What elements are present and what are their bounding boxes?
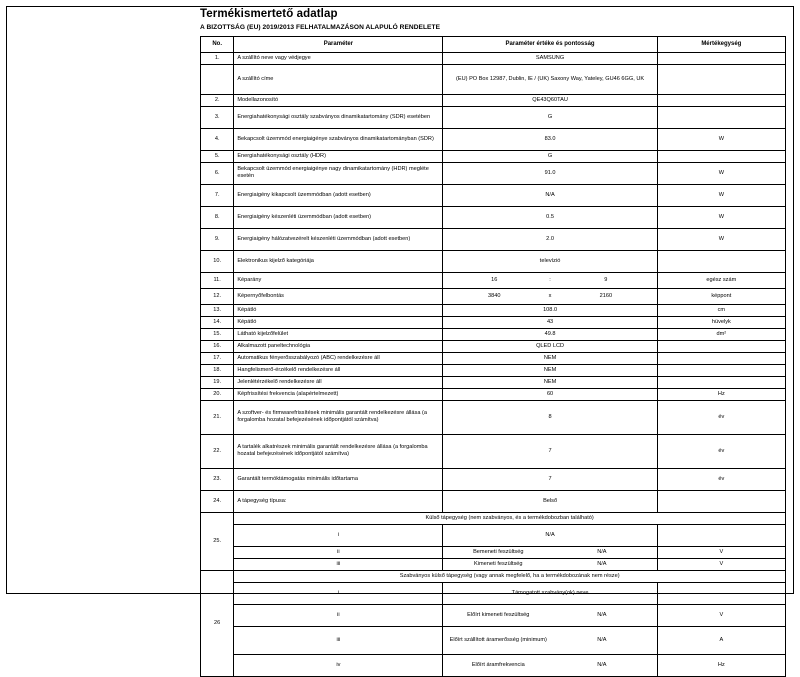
table-row <box>201 128 786 150</box>
table-row <box>201 434 786 468</box>
row-value-group <box>443 558 657 570</box>
group-25-header-row <box>201 512 786 524</box>
row-param: Látható kijelzőfelület <box>234 328 443 340</box>
row-param: Bemeneti feszültség <box>473 548 524 555</box>
row-param: Képátló <box>234 304 443 316</box>
table-row <box>201 162 786 184</box>
row-param: Energiahatékonysági osztály (HDR) <box>234 150 443 162</box>
row-no: 18. <box>201 364 234 376</box>
row-unit: W <box>657 228 785 250</box>
row-no: 15. <box>201 328 234 340</box>
row-no: 4. <box>201 128 234 150</box>
table-row <box>201 524 786 546</box>
row-param: Modellazonosító <box>234 94 443 106</box>
table-row <box>201 206 786 228</box>
table-row <box>201 558 786 570</box>
row-value-group <box>443 626 657 654</box>
row-no: 1. <box>201 53 234 65</box>
header-unit: Mértékegység <box>657 37 785 53</box>
table-row <box>201 340 786 352</box>
row-unit: év <box>657 468 785 490</box>
row-unit: Hz <box>657 654 785 676</box>
row-param: Energiaigény hálózatvezérelt készenléti üzemmódban (adott esetben) <box>234 228 443 250</box>
row-unit: Hz <box>657 388 785 400</box>
row-param: Energiaigény készenléti üzemmódban (adott esetben) <box>234 206 443 228</box>
row-param: Képfrissítési frekvencia (alapértelmezett) <box>234 388 443 400</box>
table-row <box>201 228 786 250</box>
row-param: Hangfelismerő-érzékelő rendelkezésre áll <box>234 364 443 376</box>
row-unit <box>657 524 785 546</box>
row-no: 3. <box>201 106 234 128</box>
row-value: N/A <box>597 611 607 618</box>
row-value-group <box>443 546 657 558</box>
row-value: G <box>443 106 657 128</box>
table-row <box>201 328 786 340</box>
row-value: N/A <box>597 548 607 555</box>
row-no: 20. <box>201 388 234 400</box>
sub-index: ii <box>234 604 443 626</box>
row-unit <box>657 352 785 364</box>
row-no: 5. <box>201 150 234 162</box>
table-row <box>201 582 786 604</box>
sub-index: i <box>234 524 443 546</box>
row-no: 17. <box>201 352 234 364</box>
row-unit <box>657 340 785 352</box>
row-unit: W <box>657 162 785 184</box>
row-value: NEM <box>443 364 657 376</box>
row-value: 60 <box>443 388 657 400</box>
row-value: 8 <box>443 400 657 434</box>
row-value: 83.0 <box>443 128 657 150</box>
row-no: 16. <box>201 340 234 352</box>
row-value: QLED LCD <box>443 340 657 352</box>
table-row <box>201 316 786 328</box>
row-no: 19. <box>201 376 234 388</box>
row-no: 6. <box>201 162 234 184</box>
row-value: SAMSUNG <box>443 53 657 65</box>
row-unit <box>657 94 785 106</box>
row-unit: egész szám <box>657 272 785 288</box>
table-row <box>201 94 786 106</box>
aspect-width: 16 <box>491 276 498 283</box>
table-row <box>201 376 786 388</box>
sub-index: iii <box>234 558 443 570</box>
row-value-group <box>443 604 657 626</box>
row-unit <box>657 64 785 94</box>
row-value: QE43Q60TAU <box>443 94 657 106</box>
row-value: G <box>443 150 657 162</box>
row-value <box>443 272 657 288</box>
row-no <box>201 64 234 94</box>
resolution-width: 3840 <box>488 292 501 299</box>
row-value: 49.8 <box>443 328 657 340</box>
row-param: A tápegység típusa: <box>234 490 443 512</box>
table-row <box>201 64 786 94</box>
row-value: 2.0 <box>443 228 657 250</box>
row-param: Kimeneti feszültség <box>474 560 523 567</box>
aspect-height: 9 <box>604 276 608 283</box>
row-param: Előírt áramfrekvencia <box>471 661 525 668</box>
row-param: Támogatott szabvány(ok) neve <box>443 582 657 604</box>
row-param: Előírt szállított áramerősség (minimum) <box>449 636 547 643</box>
row-value-group <box>443 654 657 676</box>
row-unit: W <box>657 206 785 228</box>
row-param: Bekapcsolt üzemmód energiaigénye nagy dinamikatartomány (HDR) megléte esetén <box>234 162 443 184</box>
row-unit: W <box>657 128 785 150</box>
row-unit: dm² <box>657 328 785 340</box>
row-no: 7. <box>201 184 234 206</box>
row-no: 24. <box>201 490 234 512</box>
row-unit: év <box>657 434 785 468</box>
row-no: 14. <box>201 316 234 328</box>
row-param: A tartalék alkatrészek minimális garantált rendelkezésre állása (a forgalomba hozatal befejezésének időpontjától számítva) <box>234 434 443 468</box>
row-value <box>443 288 657 304</box>
row-param: A szállító címe <box>234 64 443 94</box>
aspect-separator: : <box>549 276 551 283</box>
row-value: 7 <box>443 434 657 468</box>
group-26-header: Szabványos külső tápegység (vagy annak megfelelő, ha a termékdobozának nem része) <box>234 570 786 582</box>
row-param: Alkalmazott paneltechnológia <box>234 340 443 352</box>
row-param: Energiaigény kikapcsolt üzemmódban (adott esetben) <box>234 184 443 206</box>
table-row-aspect-ratio <box>201 272 786 288</box>
row-param: Képarány <box>234 272 443 288</box>
row-param: Jelenlétérzékelő rendelkezésre áll <box>234 376 443 388</box>
row-unit: A <box>657 626 785 654</box>
table-row <box>201 604 786 626</box>
row-no: 22. <box>201 434 234 468</box>
row-unit <box>657 376 785 388</box>
row-no: 25. <box>201 512 234 570</box>
table-row <box>201 400 786 434</box>
page-title: Termékismertető adatlap <box>200 8 338 20</box>
row-no: 10. <box>201 250 234 272</box>
table-row <box>201 626 786 654</box>
resolution-height: 2160 <box>599 292 613 299</box>
table-row <box>201 388 786 400</box>
row-unit: képpont <box>657 288 785 304</box>
table-row <box>201 364 786 376</box>
row-param: Elektronikus kijelző kategóriája <box>234 250 443 272</box>
row-unit: W <box>657 184 785 206</box>
header-no: No. <box>201 37 234 53</box>
row-unit: V <box>657 546 785 558</box>
row-param: Képátló <box>234 316 443 328</box>
row-value: N/A <box>597 661 607 668</box>
row-value: televízió <box>443 250 657 272</box>
row-no: 13. <box>201 304 234 316</box>
row-param: Képernyőfelbontás <box>234 288 443 304</box>
row-param: Előírt kimeneti feszültség <box>467 611 530 618</box>
resolution-separator: x <box>548 292 552 299</box>
document-content <box>200 8 790 677</box>
row-no: 8. <box>201 206 234 228</box>
table-row <box>201 546 786 558</box>
row-unit: V <box>657 558 785 570</box>
row-param: Garantált termóktámogatás minimális időtartama <box>234 468 443 490</box>
row-param: Energiahatékonysági osztály szabványos dinamikatartomány (SDR) esetében <box>234 106 443 128</box>
row-no: 26 <box>201 570 234 676</box>
table-row <box>201 490 786 512</box>
row-unit <box>657 150 785 162</box>
row-value: N/A <box>443 184 657 206</box>
sub-index: iii <box>234 626 443 654</box>
product-information-table <box>200 36 786 677</box>
row-no: 12. <box>201 288 234 304</box>
row-unit: cm <box>657 304 785 316</box>
group-25-header: Külső tápegység (nem szabványos, és a termékdobozban található) <box>234 512 786 524</box>
row-value: NEM <box>443 352 657 364</box>
group-26-header-row <box>201 570 786 582</box>
row-unit: V <box>657 604 785 626</box>
table-header-row <box>201 37 786 53</box>
header-parameter: Paraméter <box>234 37 443 53</box>
row-unit: hüvelyk <box>657 316 785 328</box>
row-no: 9. <box>201 228 234 250</box>
row-unit: év <box>657 400 785 434</box>
header-value: Paraméter értéke és pontosság <box>443 37 657 53</box>
row-no: 11. <box>201 272 234 288</box>
sub-index: ii <box>234 546 443 558</box>
row-value: (EU) PO Box 12987, Dublin, IE / (UK) Saxony Way, Yateley, GU46 6GG, UK <box>443 64 657 94</box>
row-param: Bekapcsolt üzemmód energiaigénye szabványos dinamikatartományban (SDR) <box>234 128 443 150</box>
row-value: Belső <box>443 490 657 512</box>
table-row <box>201 468 786 490</box>
row-value: N/A <box>597 636 607 643</box>
row-unit <box>657 250 785 272</box>
table-row <box>201 654 786 676</box>
sub-index: i <box>234 582 443 604</box>
table-row <box>201 150 786 162</box>
row-value: NEM <box>443 376 657 388</box>
row-unit <box>657 106 785 128</box>
row-unit <box>657 364 785 376</box>
row-no: 23. <box>201 468 234 490</box>
table-row <box>201 106 786 128</box>
row-value: 0.5 <box>443 206 657 228</box>
row-value: N/A <box>597 560 607 567</box>
row-value: N/A <box>443 524 657 546</box>
row-value: 108.0 <box>443 304 657 316</box>
row-unit <box>657 490 785 512</box>
row-param: A szoftver- és firmwarefrissítések minimális garantált rendelkezésre állása (a forgalomba hozatal befejezésének időpontjától számítva) <box>234 400 443 434</box>
row-no: 2. <box>201 94 234 106</box>
row-no: 21. <box>201 400 234 434</box>
table-row <box>201 184 786 206</box>
table-row <box>201 250 786 272</box>
page-subtitle: A BIZOTTSÁG (EU) 2019/2013 FELHATALMAZÁSON ALAPULÓ RENDELETE <box>200 24 441 31</box>
row-unit <box>657 582 785 604</box>
row-value: 91.0 <box>443 162 657 184</box>
table-row <box>201 53 786 65</box>
table-row <box>201 304 786 316</box>
table-row <box>201 352 786 364</box>
row-param: A szállító neve vagy védjegye <box>234 53 443 65</box>
row-unit <box>657 53 785 65</box>
row-value: 7 <box>443 468 657 490</box>
table-row-resolution <box>201 288 786 304</box>
row-value: 43 <box>443 316 657 328</box>
row-param: Automatikus fényerősszabályozó (ABC) rendelkezésre áll <box>234 352 443 364</box>
sub-index: iv <box>234 654 443 676</box>
